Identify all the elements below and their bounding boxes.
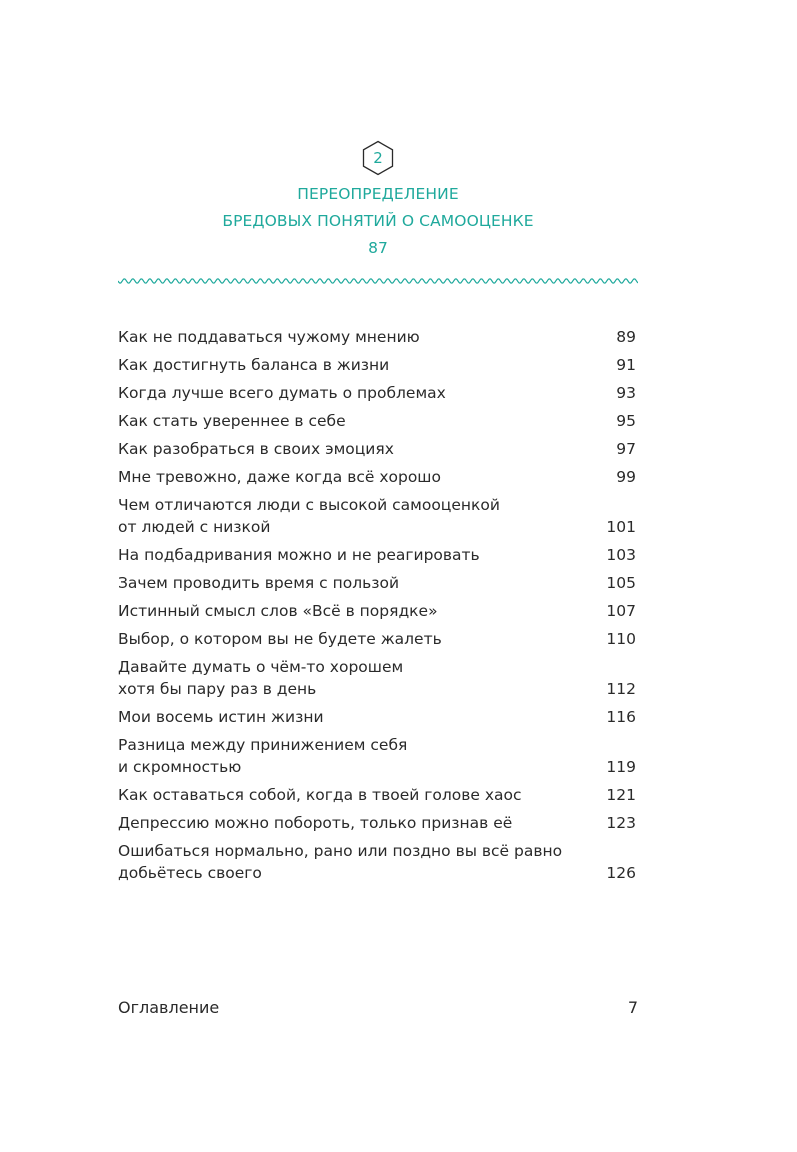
running-footer-title: Оглавление [118,998,220,1017]
toc-entry [118,354,636,382]
toc-entry [118,544,636,572]
toc-entry-page: 105 [606,574,636,592]
toc-entry [118,600,636,628]
toc-entry-page: 112 [606,680,636,698]
toc-entry-title: и скромностью [118,758,242,776]
toc-entry-title: Давайте думать о чём-то хорошем [118,658,404,676]
toc-entry-title: Депрессию можно побороть, только признав её [118,814,513,832]
toc-entry-title: Как разобраться в своих эмоциях [118,440,394,458]
chapter-title-line2: БРЕДОВЫХ ПОНЯТИЙ О САМООЦЕНКЕ [222,212,534,230]
page-number: 7 [627,998,638,1017]
chapter-badge [360,140,396,176]
toc-entry-page: 97 [616,440,636,458]
toc-entry [118,628,636,656]
toc-entry-page: 119 [606,758,636,776]
toc-entry-page: 107 [606,602,636,620]
toc-entry-title: Как не поддаваться чужому мнению [118,328,420,346]
toc-entry-title: хотя бы пару раз в день [118,680,317,698]
toc-entry-title: На подбадривания можно и не реагировать [118,546,480,564]
toc-entry [118,784,636,812]
toc-entry-page: 101 [606,518,636,536]
chapter-title-line1: ПЕРЕОПРЕДЕЛЕНИЕ [297,185,459,203]
table-of-contents [118,326,636,890]
toc-entry-page: 89 [616,328,636,346]
toc-entry-page: 95 [616,412,636,430]
toc-entry [118,572,636,600]
toc-entry-title: Как стать увереннее в себе [118,412,346,430]
toc-entry [118,656,636,706]
toc-entry-page: 93 [616,384,636,402]
toc-entry-title: добьётесь своего [118,864,262,882]
toc-entry-page: 91 [616,356,636,374]
toc-entry-title: Когда лучше всего думать о проблемах [118,384,446,402]
toc-entry [118,734,636,784]
toc-entry-title: Чем отличаются люди с высокой самооценкой [118,496,500,514]
chapter-start-page: 87 [368,239,388,257]
toc-entry-page: 110 [606,630,636,648]
toc-entry-title: Мне тревожно, даже когда всё хорошо [118,468,441,486]
wave-divider [118,276,638,286]
toc-entry [118,840,636,890]
toc-entry-page: 103 [606,546,636,564]
toc-entry [118,410,636,438]
toc-entry [118,326,636,354]
toc-entry-page: 126 [606,864,636,882]
toc-entry-title: Как достигнуть баланса в жизни [118,356,390,374]
chapter-number: 2 [373,149,383,167]
toc-entry-title: Зачем проводить время с пользой [118,574,400,592]
toc-entry-title: Мои восемь истин жизни [118,708,324,726]
toc-entry-page: 123 [606,814,636,832]
toc-entry-title: от людей с низкой [118,518,271,536]
toc-entry-page: 99 [616,468,636,486]
toc-entry [118,438,636,466]
toc-entry-title: Выбор, о котором вы не будете жалеть [118,630,442,648]
toc-entry-title: Разница между принижением себя [118,736,408,754]
toc-entry-title: Как оставаться собой, когда в твоей голове хаос [118,786,522,804]
toc-entry-title: Истинный смысл слов «Всё в порядке» [118,602,438,620]
toc-entry-page: 121 [606,786,636,804]
toc-entry [118,812,636,840]
toc-entry-page: 116 [606,708,636,726]
toc-entry [118,706,636,734]
toc-entry-title: Ошибаться нормально, рано или поздно вы всё равно [118,842,563,860]
toc-entry [118,382,636,410]
toc-entry [118,494,636,544]
toc-entry [118,466,636,494]
